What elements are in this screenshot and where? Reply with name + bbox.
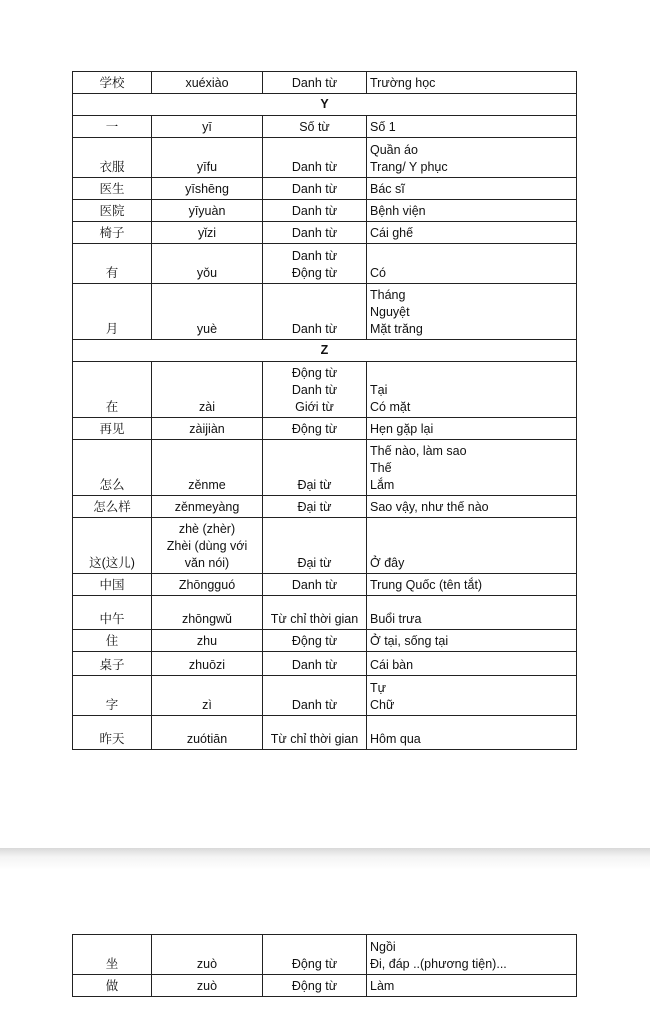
hanzi-cell: 有 (73, 244, 152, 284)
meaning-cell (367, 72, 577, 94)
table-row (73, 574, 577, 596)
pinyin-line: văn nói) (184, 556, 230, 570)
pinyin-line: zhuōzi (188, 658, 226, 672)
part-of-speech-cell (263, 222, 367, 244)
part-of-speech-line: Danh từ (291, 76, 338, 90)
meaning-line: Ở đây (370, 556, 405, 570)
pinyin-cell (152, 716, 263, 750)
part-of-speech-cell (263, 596, 367, 630)
pinyin-cell (152, 138, 263, 178)
table-row (73, 284, 577, 340)
pinyin-line: xuéxiào (185, 76, 229, 90)
meaning-line: Cái bàn (370, 658, 414, 672)
part-of-speech-line: Động từ (291, 957, 338, 971)
meaning-line: Hẹn gặp lại (370, 422, 434, 436)
meaning-line: Cái ghế (370, 226, 414, 240)
part-of-speech-cell (263, 116, 367, 138)
pinyin-cell (152, 178, 263, 200)
table-row (73, 222, 577, 244)
table-row (73, 244, 577, 284)
pinyin-line: zài (199, 400, 215, 414)
pinyin-cell (152, 200, 263, 222)
meaning-line: Có mặt (370, 400, 411, 414)
pinyin-cell (152, 362, 263, 418)
section-letter: Y (73, 94, 577, 116)
part-of-speech-line: Động từ (291, 366, 338, 380)
meaning-line: Ở tại, sống tại (370, 634, 449, 648)
pinyin-line: zuò (196, 979, 218, 993)
meaning-cell (367, 574, 577, 596)
meaning-cell (367, 116, 577, 138)
meaning-cell (367, 652, 577, 676)
meaning-cell (367, 676, 577, 716)
meaning-line: Bệnh viện (370, 204, 426, 218)
vocabulary-table-body (73, 72, 577, 750)
pinyin-line: zhōngwǔ (181, 612, 233, 626)
table-row (73, 178, 577, 200)
table-row (73, 116, 577, 138)
part-of-speech-line: Động từ (291, 634, 338, 648)
table-row (73, 496, 577, 518)
table-row (73, 716, 577, 750)
pinyin-line: zì (202, 698, 212, 712)
pinyin-cell (152, 652, 263, 676)
table-row (73, 596, 577, 630)
pinyin-cell (152, 418, 263, 440)
part-of-speech-cell (263, 496, 367, 518)
meaning-line: Làm (370, 979, 395, 993)
part-of-speech-line: Danh từ (291, 383, 338, 397)
meaning-line: Hôm qua (370, 732, 421, 746)
meaning-line: Tháng (370, 288, 406, 302)
pinyin-line: yī (202, 120, 212, 134)
part-of-speech-line: Từ chỉ thời gian (270, 612, 359, 626)
hanzi-cell: 做 (73, 975, 152, 997)
meaning-cell (367, 178, 577, 200)
pinyin-cell (152, 975, 263, 997)
pinyin-line: zěnme (188, 478, 226, 492)
meaning-line: Lắm (370, 478, 395, 492)
table-row (73, 418, 577, 440)
meaning-cell (367, 496, 577, 518)
meaning-cell (367, 200, 577, 222)
pinyin-line: zhè (zhèr) (178, 522, 236, 536)
part-of-speech-line: Số từ (299, 120, 330, 134)
meaning-cell (367, 222, 577, 244)
hanzi-cell: 昨天 (73, 716, 152, 750)
meaning-line: Quần áo (370, 143, 418, 157)
table-row (73, 935, 577, 975)
pinyin-line: yīshēng (185, 182, 229, 196)
meaning-cell (367, 630, 577, 652)
pinyin-line: yuè (196, 322, 218, 336)
part-of-speech-cell (263, 716, 367, 750)
pinyin-cell (152, 72, 263, 94)
hanzi-cell: 一 (73, 116, 152, 138)
part-of-speech-cell (263, 72, 367, 94)
section-letter: Z (73, 340, 577, 362)
part-of-speech-cell (263, 244, 367, 284)
pinyin-cell (152, 244, 263, 284)
hanzi-cell: 中国 (73, 574, 152, 596)
meaning-line: Tự (370, 681, 387, 695)
part-of-speech-cell (263, 178, 367, 200)
meaning-cell (367, 975, 577, 997)
part-of-speech-line: Động từ (291, 266, 338, 280)
part-of-speech-cell (263, 518, 367, 574)
part-of-speech-cell (263, 200, 367, 222)
pinyin-cell (152, 284, 263, 340)
meaning-cell (367, 518, 577, 574)
part-of-speech-cell (263, 284, 367, 340)
part-of-speech-line: Danh từ (291, 578, 338, 592)
meaning-cell (367, 418, 577, 440)
hanzi-cell: 这(这儿) (73, 518, 152, 574)
hanzi-cell: 医生 (73, 178, 152, 200)
pinyin-line: yīyuàn (188, 204, 226, 218)
table-row (73, 138, 577, 178)
pinyin-line: yīfu (196, 160, 218, 174)
meaning-line: Đi, đáp ..(phương tiện)... (370, 957, 507, 971)
part-of-speech-line: Danh từ (291, 249, 338, 263)
pinyin-line: zuótiān (186, 732, 228, 746)
hanzi-cell: 怎么 (73, 440, 152, 496)
hanzi-cell: 字 (73, 676, 152, 716)
part-of-speech-cell (263, 574, 367, 596)
meaning-cell (367, 284, 577, 340)
hanzi-cell: 在 (73, 362, 152, 418)
vocabulary-table (72, 71, 577, 750)
meaning-line: Bác sĩ (370, 182, 405, 196)
part-of-speech-line: Giới từ (295, 400, 334, 414)
meaning-cell (367, 138, 577, 178)
hanzi-cell: 月 (73, 284, 152, 340)
part-of-speech-line: Danh từ (291, 226, 338, 240)
part-of-speech-cell (263, 418, 367, 440)
part-of-speech-cell (263, 138, 367, 178)
section-header-row (73, 340, 577, 362)
table-row (73, 440, 577, 496)
pinyin-cell (152, 574, 263, 596)
pinyin-line: Zhèi (dùng với (166, 539, 248, 553)
hanzi-cell: 坐 (73, 935, 152, 975)
pinyin-line: zhu (196, 634, 218, 648)
part-of-speech-line: Từ chỉ thời gian (270, 732, 359, 746)
page-break-shadow (0, 848, 650, 870)
part-of-speech-line: Danh từ (291, 322, 338, 336)
pinyin-line: Zhōngguó (178, 578, 236, 592)
part-of-speech-line: Danh từ (291, 160, 338, 174)
part-of-speech-cell (263, 362, 367, 418)
meaning-line: Trường học (370, 76, 436, 90)
part-of-speech-cell (263, 935, 367, 975)
part-of-speech-line: Danh từ (291, 698, 338, 712)
pinyin-cell (152, 496, 263, 518)
pinyin-line: zàijiàn (189, 422, 225, 436)
pinyin-cell (152, 440, 263, 496)
meaning-line: Tại (370, 383, 388, 397)
meaning-line: Buổi trưa (370, 612, 422, 626)
pinyin-line: zuò (196, 957, 218, 971)
meaning-line: Chữ (370, 698, 395, 712)
table-row (73, 518, 577, 574)
table-row (73, 72, 577, 94)
meaning-cell (367, 596, 577, 630)
table-row (73, 200, 577, 222)
hanzi-cell: 再见 (73, 418, 152, 440)
page-break (0, 812, 650, 912)
part-of-speech-line: Đại từ (297, 478, 332, 492)
section-header-row (73, 94, 577, 116)
meaning-line: Trang/ Y phục (370, 160, 448, 174)
pinyin-cell (152, 935, 263, 975)
table-row (73, 652, 577, 676)
pinyin-line: zěnmeyàng (174, 500, 240, 514)
part-of-speech-line: Động từ (291, 422, 338, 436)
pinyin-cell (152, 222, 263, 244)
meaning-line: Số 1 (370, 120, 396, 134)
table-row (73, 362, 577, 418)
part-of-speech-cell (263, 975, 367, 997)
meaning-cell (367, 716, 577, 750)
meaning-line: Ngồi (370, 940, 396, 954)
meaning-cell (367, 935, 577, 975)
meaning-line: Mặt trăng (370, 322, 423, 336)
meaning-cell (367, 362, 577, 418)
pinyin-cell (152, 596, 263, 630)
part-of-speech-line: Danh từ (291, 182, 338, 196)
meaning-line: Trung Quốc (tên tắt) (370, 578, 483, 592)
part-of-speech-line: Đại từ (297, 556, 332, 570)
part-of-speech-cell (263, 630, 367, 652)
pinyin-cell (152, 116, 263, 138)
part-of-speech-line: Đại từ (297, 500, 332, 514)
table-row (73, 630, 577, 652)
meaning-line: Sao vậy, như thế nào (370, 500, 489, 514)
pinyin-line: yǒu (196, 266, 218, 280)
meaning-line: Có (370, 266, 386, 280)
meaning-line: Thế nào, làm sao (370, 444, 467, 458)
pinyin-cell (152, 630, 263, 652)
hanzi-cell: 住 (73, 630, 152, 652)
part-of-speech-cell (263, 652, 367, 676)
meaning-line: Nguyệt (370, 305, 410, 319)
pinyin-cell (152, 518, 263, 574)
table-row (73, 676, 577, 716)
meaning-cell (367, 244, 577, 284)
pinyin-line: yǐzi (197, 226, 217, 240)
part-of-speech-cell (263, 676, 367, 716)
pinyin-cell (152, 676, 263, 716)
meaning-cell (367, 440, 577, 496)
part-of-speech-cell (263, 440, 367, 496)
hanzi-cell: 衣服 (73, 138, 152, 178)
hanzi-cell: 椅子 (73, 222, 152, 244)
vocabulary-table-continued (72, 934, 577, 997)
document-page-2 (0, 900, 650, 1024)
hanzi-cell: 学校 (73, 72, 152, 94)
hanzi-cell: 中午 (73, 596, 152, 630)
part-of-speech-line: Động từ (291, 979, 338, 993)
hanzi-cell: 医院 (73, 200, 152, 222)
meaning-line: Thế (370, 461, 392, 475)
part-of-speech-line: Danh từ (291, 658, 338, 672)
vocabulary-table-body (73, 935, 577, 997)
table-row (73, 975, 577, 997)
hanzi-cell: 桌子 (73, 652, 152, 676)
part-of-speech-line: Danh từ (291, 204, 338, 218)
hanzi-cell: 怎么样 (73, 496, 152, 518)
